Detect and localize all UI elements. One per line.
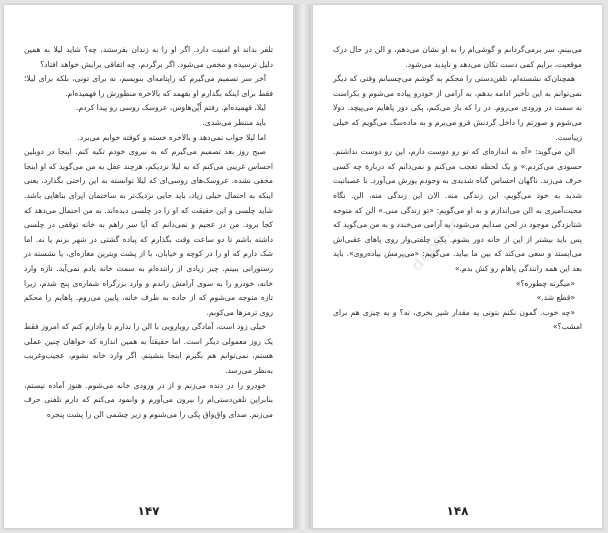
paragraph: صبح روز بعد تصمیم می‌گیرم که به نیروی خودم تکیه کنم. اینجا در دوبلین احساس غریبی می‌کنم که به لیلا نزدیکم، هرچند عقل به من می‌گوید که او اینجا مخفی نشده. عروسک‌های روسی‌ای که لیلا توانسته به این راحتی بگذارد، یعنی اینکه به احتمال خیلی زیاد، باید جایی نزدیک‌تر به ساختمان اپرای بناهایی باشد. شاید چلسی و این حقیقت که او را در چلسی دیده‌اند. به من احتمال می‌دهد که کجا برود. من در عجیم و نمی‌دانم که آیا سر راهم به خانه توقفی در چلسی داشته باشم تا دو ساعت وقت بگذارم که پیاده گشتی در شهر بزنم یا نه. اما شک دارم که او را در کوچه و خیابان، با از پشت ویترین مغازه‌ای، یا نشسته در رستورانی ببینم. چیز زیادی از راننده‌ام به سمت خانه یادم نمی‌آید. تازه وارد خانه، خودرو را به سوی آرامش راندم و وارد بزرگراه شماره‌ی پنج شدم، زیرا تازه متوجه می‌شوم که از جاده به طرف خانه، پایین می‌روم. پاهایم را محکم روی ترمزها می‌کوبم. [24, 147, 273, 317]
left-page [3, 4, 294, 529]
paragraph: خودرو را در دنده می‌زنم و از در ورودی خانه می‌شوم. هنوز آماده نیستم، بنابراین تلفن‌دستی‌ام را بیرون می‌آورم و وانمود می‌کنم که دارم تلفنی حرف می‌زنم. صدای واق‌واق پکی را می‌شنوم و زیر چشمی الن را پشت پنجره [24, 380, 273, 419]
right-page [312, 4, 603, 529]
paragraph: می‌بینم. سر برمی‌گردانم و گوشی‌ام را به او نشان می‌دهم، و الن در حال درک موقعیت، برایم کمی دست تکان می‌دهد و ناپدید می‌شود. [333, 45, 582, 69]
watermark: dooh.ir [406, 214, 464, 275]
right-page-text [333, 43, 582, 335]
paragraph: «قطع شد.» [536, 293, 575, 303]
paragraph: باید منتظر می‌شدی. [202, 117, 266, 127]
paragraph: «میگرنه چطوره؟» [515, 278, 575, 288]
paragraph: الن می‌گوید: «آه به اندازه‌ای که تو رو دوست دارم، این رو دوست نداشتم. حسودی می‌کردم.» و یک لحظه تعجب می‌کنم و نمی‌دانم که دربارهٔ چه کسی حرف می‌زند. ناگهان احساس گناه شدیدی به وجودم یورش می‌آورد. با عصبانیت شدید به خود می‌گویم، این زندگی منه. الان این زندگی منه، الن. نگاه محبت‌آمیزی به الن می‌اندازم و به او می‌گویم: «تو زندگی منی.» الن که متوجه شتابزدگی موجود در لحن صدایم می‌شود، به آرامی می‌خندد و به من می‌گوید که پس باید بیشتر از این از خانه دور بشوم. پکی چلفتی‌وار روی پاهای عقبی‌اش می‌ایستد و سعی می‌کند که بین ما بیاید. می‌گویم: «می‌پرمش بیاده‌روی». باید بعد این همه رانندگی پاهام رو کش بدم.» [333, 147, 582, 273]
paragraph: اما لیلا جواب نمی‌دهد و بالاخره خسته و کوفته خوابم می‌برد. [77, 132, 266, 142]
paragraph: خیلی زود است، آمادگی رویارویی با الن را ندارم تا وادارم کنم که امروز فقط یک روز معمولی دیگر است. اما حقیقتاً به همین اندازه که خواهان چنین عملی هستم، نمی‌توانم هم بگیرم اینجا بنشینم. اگر وارد خانه نشوم، عجیب‌وغریب به‌نظر می‌رسد. [24, 322, 273, 376]
paragraph: تلفر بداند او امنیت دارد. اگر او را به زندان بفرستند، چه؟ شاید لیلا به همین دلیل ترسیده و مخفی می‌شود. اگر برگردم، چه اتفاقی برایش خواهد افتاد؟ [24, 45, 273, 69]
paragraph: همچنان‌که نشسته‌ام، تلفن‌دستی را محکم به گوشم می‌چسبانم وقتی که دیگر نمی‌توانم به این تأخیر ادامه بدهم، به آرامی از خودرو پیاده می‌شوم و بکراست به سمت در ورودی می‌روم. در را که باز می‌کنم، پکی دور پاهایم می‌پیچد. دولا می‌شوم و صورتم را داخل گردنش فرو می‌برم و به ماده‌سگ می‌گویم که خیلی زیباست. [333, 74, 582, 142]
paragraph: «چه خوب. گمون نکنم بتونی یه مقدار شیر بخری، نه؟ و یه چیزی هم برای امشب؟» [333, 307, 582, 332]
paragraph: لیلا، فهمیده‌ام. رفتم اُپِّن‌هاوس، عروسک روسی رو پیدا کردم. [76, 103, 266, 113]
book-gutter [295, 4, 311, 529]
paragraph: آخر سر تصمیم می‌گیرم که راپتامه‌ای بنویسم، نه برای تونی، بلکه برای لیلا؛ فقط برای اینکه بگذارم او بفهمد که بالاخره منظورش را فهمیده‌ام. [24, 74, 273, 98]
page-number: ۱۴۷ [137, 504, 160, 518]
left-page-text [24, 43, 273, 422]
page-number: ۱۴۸ [446, 504, 469, 518]
